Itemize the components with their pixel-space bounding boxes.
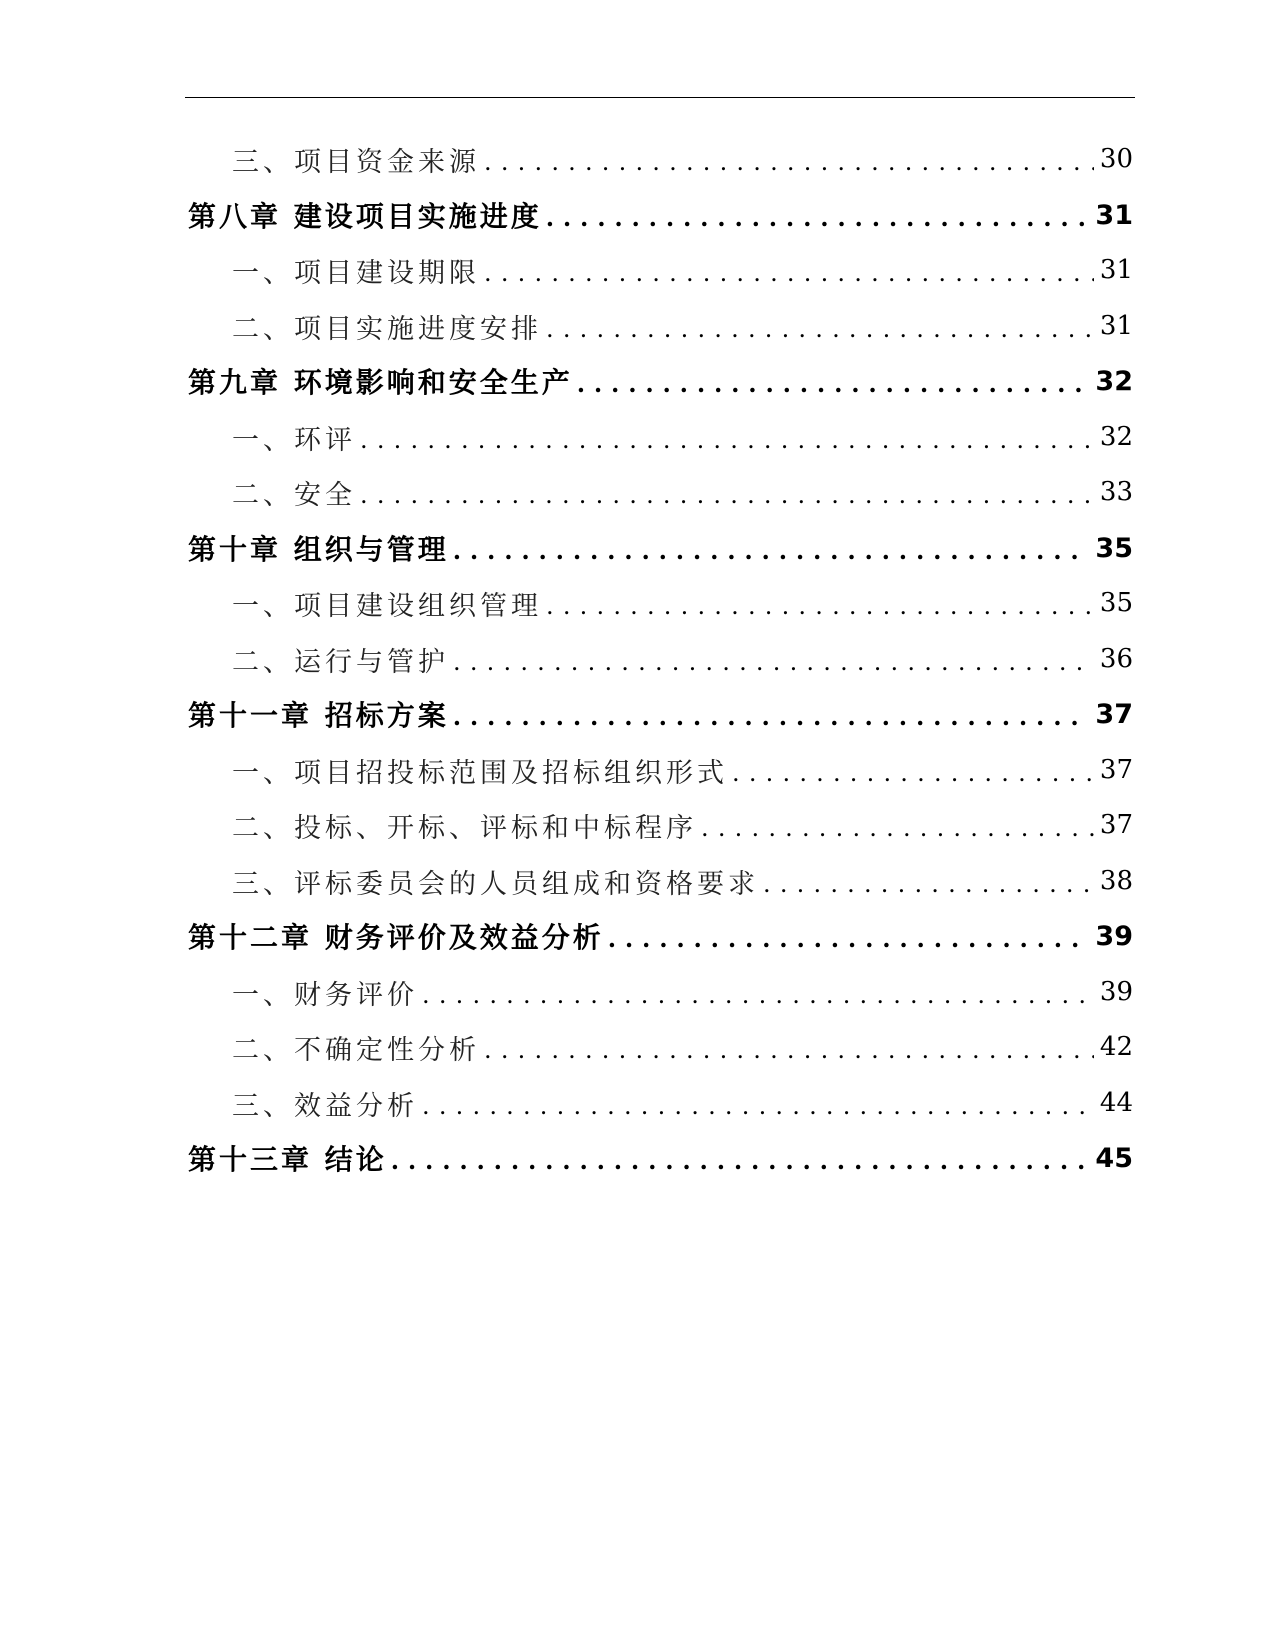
toc-entry-page: 33	[1099, 477, 1133, 507]
header-rule	[185, 97, 1135, 98]
toc-entry[interactable]	[232, 301, 1133, 351]
toc-entry-page: 44	[1099, 1088, 1133, 1118]
toc-entry[interactable]	[232, 245, 1133, 295]
toc-entry[interactable]	[232, 412, 1133, 462]
toc-entry-title: 一、项目建设组织管理	[232, 590, 542, 622]
toc-leader-dots	[763, 870, 1094, 906]
toc-entry-page: 30	[1099, 144, 1133, 174]
toc-chapter-entry[interactable]	[188, 356, 1133, 406]
toc-chapter-entry[interactable]	[188, 1133, 1133, 1183]
toc-entry[interactable]	[232, 1078, 1133, 1128]
toc-entry-page: 31	[1099, 255, 1133, 285]
toc-entry-title: 第九章 环境影响和安全生产	[188, 366, 573, 399]
toc-leader-dots	[546, 315, 1094, 351]
toc-leader-dots	[701, 814, 1094, 850]
toc-entry-title: 二、投标、开标、评标和中标程序	[232, 812, 697, 844]
toc-entry-title: 二、项目实施进度安排	[232, 313, 542, 345]
toc-entry-title: 三、效益分析	[232, 1090, 418, 1122]
toc-leader-dots	[608, 924, 1090, 961]
toc-chapter-entry[interactable]	[188, 190, 1133, 240]
toc-entry-title: 一、财务评价	[232, 979, 418, 1011]
toc-entry-title: 一、项目招投标范围及招标组织形式	[232, 757, 728, 789]
toc-entry-page: 31	[1099, 311, 1133, 341]
toc-entry-title: 二、安全	[232, 479, 356, 511]
toc-leader-dots	[360, 426, 1094, 462]
toc-entry-title: 第十章 组织与管理	[188, 533, 449, 566]
toc-entry-title: 第八章 建设项目实施进度	[188, 200, 542, 233]
toc-entry-page: 39	[1095, 920, 1133, 952]
toc-entry-page: 37	[1099, 810, 1133, 840]
toc-entry-page: 38	[1099, 866, 1133, 896]
toc-leader-dots	[577, 369, 1090, 406]
toc-entry-title: 三、评标委员会的人员组成和资格要求	[232, 868, 759, 900]
toc-leader-dots	[484, 148, 1094, 184]
toc-leader-dots	[422, 981, 1094, 1017]
toc-leader-dots	[422, 1092, 1094, 1128]
toc-entry-title: 二、不确定性分析	[232, 1034, 480, 1066]
toc-leader-dots	[453, 648, 1094, 684]
toc-entry[interactable]	[232, 967, 1133, 1017]
toc-leader-dots	[484, 259, 1094, 295]
toc-chapter-entry[interactable]	[188, 911, 1133, 961]
toc-leader-dots	[453, 702, 1090, 739]
toc-entry-page: 42	[1099, 1032, 1133, 1062]
toc-entry[interactable]	[232, 1022, 1133, 1072]
toc-entry-title: 三、项目资金来源	[232, 146, 480, 178]
toc-entry-page: 45	[1095, 1142, 1133, 1174]
toc-entry[interactable]	[232, 745, 1133, 795]
toc-entry-title: 一、项目建设期限	[232, 257, 480, 289]
toc-entry[interactable]	[232, 856, 1133, 906]
toc-leader-dots	[732, 759, 1094, 795]
toc-entry[interactable]	[232, 134, 1133, 184]
toc-leader-dots	[546, 592, 1094, 628]
toc-entry-title: 第十一章 招标方案	[188, 699, 449, 732]
toc-leader-dots	[484, 1036, 1094, 1072]
toc-entry-page: 36	[1099, 644, 1133, 674]
toc-leader-dots	[391, 1146, 1090, 1183]
toc-entry[interactable]	[232, 800, 1133, 850]
toc-entry-page: 35	[1095, 532, 1133, 564]
toc-entry-page: 32	[1095, 365, 1133, 397]
toc-leader-dots	[546, 203, 1090, 240]
toc-chapter-entry[interactable]	[188, 523, 1133, 573]
toc-entry-page: 32	[1099, 422, 1133, 452]
toc-leader-dots	[360, 481, 1094, 517]
toc-entry[interactable]	[232, 578, 1133, 628]
toc-entry[interactable]	[232, 634, 1133, 684]
toc-entry-title: 第十三章 结论	[188, 1143, 387, 1176]
toc-entry-title: 第十二章 财务评价及效益分析	[188, 921, 604, 954]
toc-entry-page: 39	[1099, 977, 1133, 1007]
toc-entry-page: 35	[1099, 588, 1133, 618]
toc-entry-title: 一、环评	[232, 424, 356, 456]
toc-chapter-entry[interactable]	[188, 689, 1133, 739]
toc-entry-page: 31	[1095, 199, 1133, 231]
toc-leader-dots	[453, 536, 1090, 573]
toc-entry-title: 二、运行与管护	[232, 646, 449, 678]
toc-entry-page: 37	[1099, 755, 1133, 785]
toc-entry-page: 37	[1095, 698, 1133, 730]
toc-entry[interactable]	[232, 467, 1133, 517]
